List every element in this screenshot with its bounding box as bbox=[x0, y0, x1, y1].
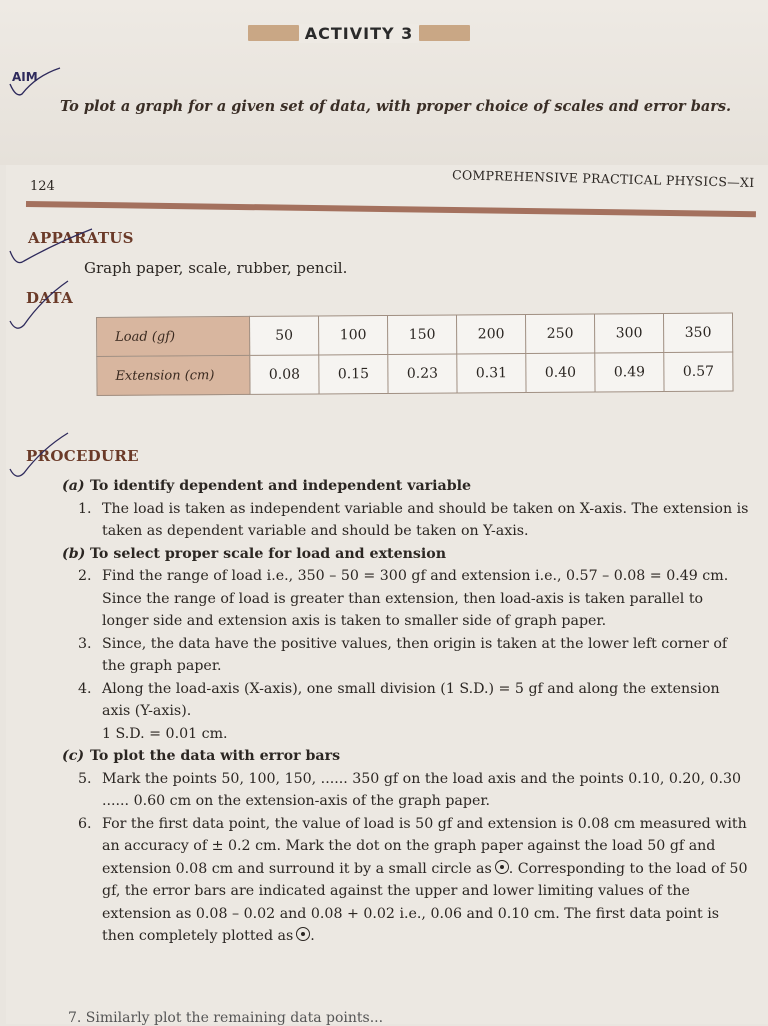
list-item bbox=[62, 633, 752, 678]
table-cell: 0.31 bbox=[457, 354, 526, 393]
page-number: 124 bbox=[30, 179, 55, 194]
table-cell: 0.08 bbox=[250, 355, 319, 394]
book-page bbox=[6, 165, 768, 1024]
item-number: 3. bbox=[78, 635, 92, 652]
data-tick-mark-icon bbox=[6, 277, 76, 337]
table-row-load bbox=[97, 313, 733, 356]
title-bar-right bbox=[419, 25, 470, 41]
aim-text: To plot a graph for a given set of data, with proper choice of scales and error bars. bbox=[60, 98, 732, 115]
subsection-letter: (b) bbox=[62, 545, 86, 562]
list-item bbox=[62, 565, 752, 633]
table-cell: 350 bbox=[663, 313, 732, 352]
table-cell: 0.49 bbox=[595, 353, 664, 392]
item-text bbox=[102, 813, 752, 948]
activity-title-text: ACTIVITY 3 bbox=[299, 24, 420, 43]
item-number: 4. bbox=[78, 680, 92, 697]
activity-title bbox=[248, 20, 470, 46]
circled-dot-icon bbox=[296, 927, 310, 941]
apparatus-heading: APPARATUS bbox=[28, 229, 134, 247]
item-text: Since, the data have the positive values, then origin is taken at the lower left corner of the graph paper. bbox=[102, 635, 728, 674]
running-head: COMPREHENSIVE PRACTICAL PHYSICS—XI bbox=[451, 167, 755, 190]
apparatus-text: Graph paper, scale, rubber, pencil. bbox=[84, 259, 348, 277]
list-item bbox=[62, 678, 752, 723]
table-cell: 100 bbox=[318, 315, 387, 354]
table-cell: 0.57 bbox=[664, 352, 733, 391]
item-text-part: For the first data point, the value of load is 50 gf and extension is 0.08 cm measured with an accuracy of ± 0.2 cm. Mark the dot on the graph paper against the load 50 gf and extension 0.08 cm and surround it by a small circle as bbox=[102, 815, 747, 877]
cut-off-line: 7. Similarly plot the remaining data points... bbox=[68, 1010, 384, 1026]
item-number: 6. bbox=[78, 815, 92, 832]
table-cell: 0.23 bbox=[388, 354, 457, 393]
subsection-title: To select proper scale for load and extension bbox=[90, 545, 447, 562]
aim-handwritten-mark: AIM bbox=[12, 70, 38, 84]
item-text: Along the load-axis (X-axis), one small division (1 S.D.) = 5 gf and along the extension axis (Y-axis). bbox=[102, 680, 720, 719]
subsection-a bbox=[62, 475, 752, 498]
subsection-letter: (a) bbox=[62, 478, 85, 494]
item-text: Find the range of load i.e., 350 – 50 = 300 gf and extension i.e., 0.57 – 0.08 = 0.49 cm. Since the range of load is greater than extension, then load-axis is taken parallel to longer side and extension axis is taken to smaller side of graph paper. bbox=[102, 568, 729, 629]
item-text-part: . bbox=[310, 928, 315, 944]
list-item bbox=[62, 768, 752, 813]
table-cell: 200 bbox=[456, 315, 525, 354]
procedure-heading: PROCEDURE bbox=[26, 447, 139, 465]
item-number: 2. bbox=[78, 568, 92, 584]
row-header-load: Load (gf) bbox=[97, 316, 250, 356]
row-header-extension: Extension (cm) bbox=[97, 355, 250, 395]
subsection-letter: (c) bbox=[62, 748, 85, 764]
procedure-body bbox=[62, 475, 752, 948]
table-row-extension bbox=[97, 352, 733, 395]
title-bar-left bbox=[248, 25, 299, 41]
previous-page-strip bbox=[0, 0, 768, 165]
subsection-title: To identify dependent and independent variable bbox=[90, 478, 472, 494]
table-cell: 50 bbox=[249, 316, 318, 355]
item-text: Mark the points 50, 100, 150, ...... 350 gf on the load axis and the points 0.10, 0.20, 0.30 ...... 0.60 cm on the extension-axis of the graph paper. bbox=[102, 770, 742, 809]
list-item bbox=[62, 813, 752, 948]
table-cell: 150 bbox=[387, 315, 456, 354]
aim-tick-mark-icon bbox=[6, 64, 64, 104]
header-rule bbox=[26, 201, 756, 217]
apparatus-tick-mark-icon bbox=[6, 223, 96, 273]
table-cell: 0.15 bbox=[319, 354, 388, 393]
table-cell: 0.40 bbox=[526, 353, 595, 392]
data-table bbox=[96, 313, 734, 396]
scale-note: 1 S.D. = 0.01 cm. bbox=[102, 725, 228, 742]
circled-dot-icon bbox=[495, 860, 509, 874]
table-cell: 300 bbox=[594, 314, 663, 353]
subsection-c bbox=[62, 745, 752, 768]
subsection-b bbox=[62, 543, 752, 566]
item-text-part: . Corresponding to the load of 50 gf, the error bars are indicated against the upper and lower limiting values of the extension as 0.08 – 0.02 and 0.08 + 0.02 i.e., 0.06 and 0.10 cm. The first data point is then completely plotted as bbox=[102, 860, 748, 944]
data-heading: DATA bbox=[26, 289, 74, 307]
list-item bbox=[62, 498, 752, 543]
item-text: The load is taken as independent variable and should be taken on X-axis. The extension is taken as dependent variable and should be taken on Y-axis. bbox=[102, 500, 749, 539]
subsection-title: To plot the data with error bars bbox=[90, 748, 341, 764]
item-number: 1. bbox=[78, 500, 92, 517]
item-number: 5. bbox=[78, 770, 92, 787]
table-cell: 250 bbox=[525, 314, 594, 353]
